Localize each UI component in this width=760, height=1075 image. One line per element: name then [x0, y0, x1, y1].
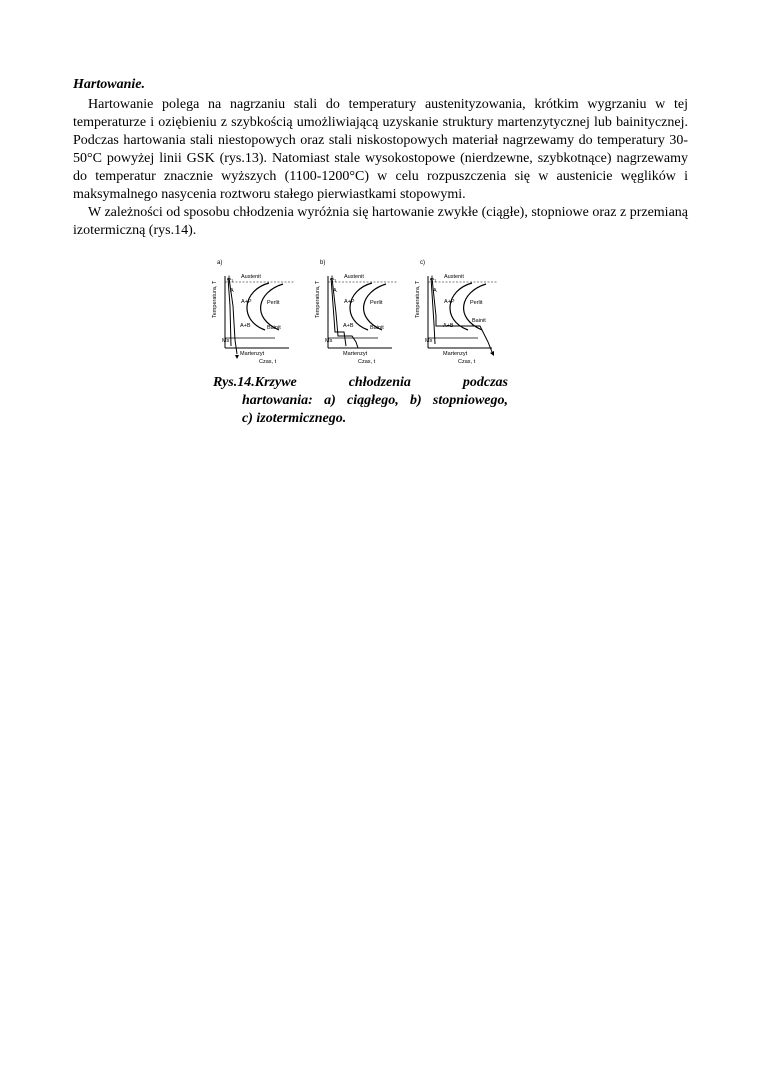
caption-line-1	[213, 374, 508, 392]
ab-label: A+B	[343, 323, 354, 329]
ms-label: Ms	[222, 338, 230, 344]
diagram-letter: a)	[217, 260, 223, 266]
document-page	[73, 76, 688, 426]
ms-label: Ms	[325, 338, 333, 344]
y-axis-label: Temperatura, T	[315, 280, 321, 318]
caption-lead	[213, 374, 297, 392]
perlit-label: Perlit	[470, 300, 483, 306]
diagram-letter: b)	[320, 260, 326, 266]
ap-label: A+P	[344, 299, 355, 305]
caption-prefix: Rys.14.	[213, 375, 255, 390]
austenit-label: Austenit	[444, 274, 464, 280]
diagram-b-svg	[316, 258, 410, 370]
x-axis-label: Czas, t	[259, 359, 277, 365]
perlit-label: Perlit	[370, 300, 383, 306]
ab-label: A+B	[443, 323, 454, 329]
austenit-label: Austenit	[344, 274, 364, 280]
diagram-letter: c)	[420, 260, 425, 266]
ap-label: A+P	[241, 299, 252, 305]
caption-line-3: c) izotermicznego.	[242, 411, 347, 426]
x-axis-label: Czas, t	[358, 359, 376, 365]
austenit-label: Austenit	[241, 274, 261, 280]
martenzyt-label: Martenzyt	[240, 351, 265, 357]
diagram-c-svg	[416, 258, 510, 370]
paragraph-2: W zależności od sposobu chłodzenia wyróżnia się hartowanie zwykłe (ciągłe), stopniowe oraz z przemianą izotermiczną (rys.14).	[73, 205, 688, 238]
a-label: A	[230, 288, 234, 294]
a-label: A	[433, 288, 437, 294]
x-axis-label: Czas, t	[458, 359, 476, 365]
a1-label: $A_1$	[330, 276, 337, 283]
diagram-a	[213, 258, 307, 370]
martenzyt-label: Martenzyt	[343, 351, 368, 357]
bainit-label: Bainit	[370, 325, 384, 331]
perlit-label: Perlit	[267, 300, 280, 306]
ap-label: A+P	[444, 299, 455, 305]
a1-label: $A_1$	[227, 276, 234, 283]
a-label: A	[333, 288, 337, 294]
diagram-c	[416, 258, 510, 370]
a1-label: $A_1$	[430, 276, 437, 283]
caption-line-2: hartowania: a) ciągłego, b) stopniowego,	[242, 393, 508, 408]
y-axis-label: Temperatura, T	[212, 280, 218, 318]
diagram-a-svg	[213, 258, 307, 370]
figure-caption	[213, 374, 508, 428]
paragraph-1: Hartowanie polega na nagrzaniu stali do temperatury austenityzowania, krótkim wygrzaniu w tej temperaturze i oziębieniu z szybkością umożliwiającą uzyskanie struktury martenzytycznej lub bainitycznej. Podczas hartowania stali niestopowych oraz stali niskostopowych materiał nagrzewamy do temperatury 30-50°C powyżej linii GSK (rys.13). Natomiast stale wysokostopowe (nierdzewne, szybkotnące) nagrzewamy do temperatur znacznie wyższych (1100-1200°C) w celu rozpuszczenia się w austenicie węglików i maksymalnego nasycenia roztworu stałego pierwiastkami stopowymi.	[73, 97, 688, 202]
y-axis-label: Temperatura, T	[415, 280, 421, 318]
ms-label: Ms	[425, 338, 433, 344]
section-heading: Hartowanie.	[73, 77, 145, 92]
ab-label: A+B	[240, 323, 251, 329]
figure-cooling-curves	[213, 258, 513, 370]
martenzyt-label: Martenzyt	[443, 351, 468, 357]
bainit-label: Bainit	[267, 325, 281, 331]
diagram-b	[316, 258, 410, 370]
bainit-label: Bainit	[472, 318, 486, 324]
caption-word-3: podczas	[462, 375, 508, 390]
caption-word-1: Krzywe	[254, 375, 297, 390]
caption-word-2: chłodzenia	[348, 375, 411, 390]
